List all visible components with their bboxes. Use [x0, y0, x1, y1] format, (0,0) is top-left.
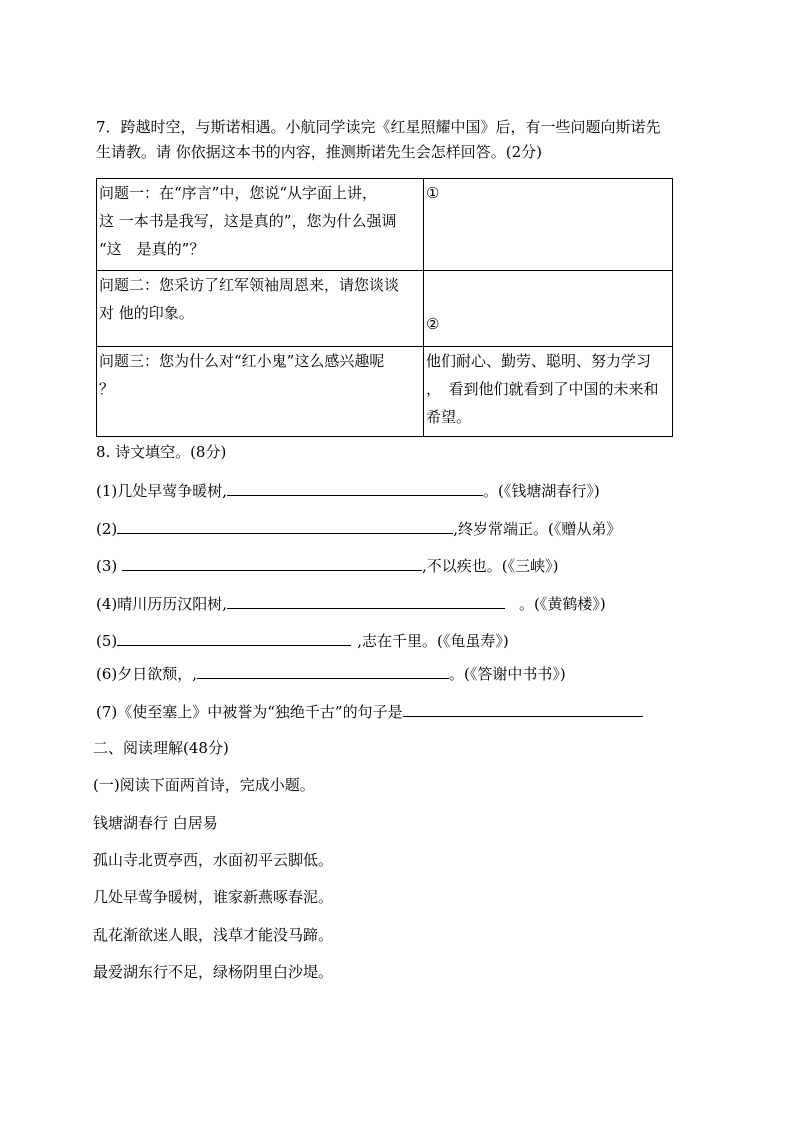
poem-line: 孤山寺北贾亭西，水面初平云脚低。	[93, 851, 334, 869]
fill-blank[interactable]	[227, 591, 505, 609]
question-7	[96, 115, 661, 165]
question-8-title: 8. 诗文填空。(8分)	[96, 443, 227, 461]
fill-prefix: (6)夕日欲颓，,	[96, 665, 198, 683]
answer-text: ， 看到他们就看到了中国的未来和	[426, 380, 659, 398]
fill-prefix: (7)《使至塞上》中被誉为“独绝千古”的句子是	[96, 703, 403, 721]
fill-item-4	[96, 591, 606, 614]
answer-cell	[424, 179, 673, 271]
answer-text: 他们耐心、勤劳、聪明、努力学习	[426, 352, 652, 370]
fill-prefix: (2)	[96, 520, 118, 538]
fill-item-2	[96, 516, 621, 539]
fill-blank[interactable]	[117, 516, 453, 534]
question-cell	[97, 179, 424, 271]
question-cell	[97, 271, 424, 347]
question-text: 问题二：您采访了红军领袖周恩来，请您谈谈	[99, 276, 400, 294]
question-text: 问题三：您为什么对“红小鬼”这么感兴趣呢	[99, 352, 385, 370]
fill-item-7	[96, 699, 643, 722]
fill-blank[interactable]	[117, 628, 351, 646]
fill-blank[interactable]	[403, 699, 643, 717]
fill-item-5	[96, 628, 509, 651]
fill-prefix: (1)几处早莺争暖树,	[96, 482, 228, 500]
qa-table	[96, 178, 673, 437]
fill-suffix: 。(《答谢中书书》)	[449, 665, 566, 683]
answer-text: 希望。	[426, 408, 472, 426]
question-cell	[97, 347, 424, 437]
fill-item-1	[96, 478, 600, 501]
question-7-line-2: 生请教。请 你依据这本书的内容，推测斯诺先生会怎样回答。(2分)	[96, 143, 543, 161]
question-text: 这 一本书是我写，这是真的”，您为什么强调	[99, 212, 397, 230]
section-2-subtitle: (一)阅读下面两首诗，完成小题。	[93, 776, 315, 794]
section-2-title: 二、阅读理解(48分)	[93, 739, 229, 757]
fill-prefix: (3)	[96, 557, 123, 575]
question-text: ？	[99, 380, 115, 398]
poem-line: 几处早莺争暖树，谁家新燕啄春泥。	[93, 888, 334, 906]
answer-text: ①	[426, 184, 440, 202]
fill-suffix: ,志在千里。(《龟虽寿》)	[357, 632, 509, 650]
poem-line: 乱花渐欲迷人眼，浅草才能没马蹄。	[93, 926, 334, 944]
fill-suffix: ,不以疾也。(《三峡》)	[422, 557, 559, 575]
poem-line: 最爱湖东行不足，绿杨阴里白沙堤。	[93, 963, 334, 981]
table-row	[97, 271, 673, 347]
poem-title: 钱塘湖春行 白居易	[93, 814, 218, 832]
question-text: 问题一：在“序言”中，您说“从字面上讲，	[99, 184, 378, 202]
answer-cell	[424, 271, 673, 347]
fill-item-6	[96, 661, 566, 684]
fill-blank[interactable]	[227, 478, 483, 496]
question-text: “这 是真的”？	[99, 240, 205, 258]
question-7-line-1: 7．跨越时空，与斯诺相遇。小航同学读完《红星照耀中国》后，有一些问题向斯诺先	[96, 118, 661, 136]
fill-suffix: 。(《黄鹤楼》)	[519, 595, 606, 613]
fill-item-3	[96, 553, 559, 576]
fill-blank[interactable]	[122, 553, 422, 571]
fill-suffix: ,终岁常端正。(《赠从弟》	[453, 520, 622, 538]
question-text: 对 他的印象。	[99, 304, 194, 322]
fill-blank[interactable]	[197, 661, 449, 679]
answer-text: ②	[426, 315, 440, 333]
table-row	[97, 179, 673, 271]
answer-cell	[424, 347, 673, 437]
table-row	[97, 347, 673, 437]
fill-prefix: (5)	[96, 632, 118, 650]
fill-prefix: (4)晴川历历汉阳树,	[96, 595, 228, 613]
fill-suffix: 。(《钱塘湖春行》)	[483, 482, 600, 500]
